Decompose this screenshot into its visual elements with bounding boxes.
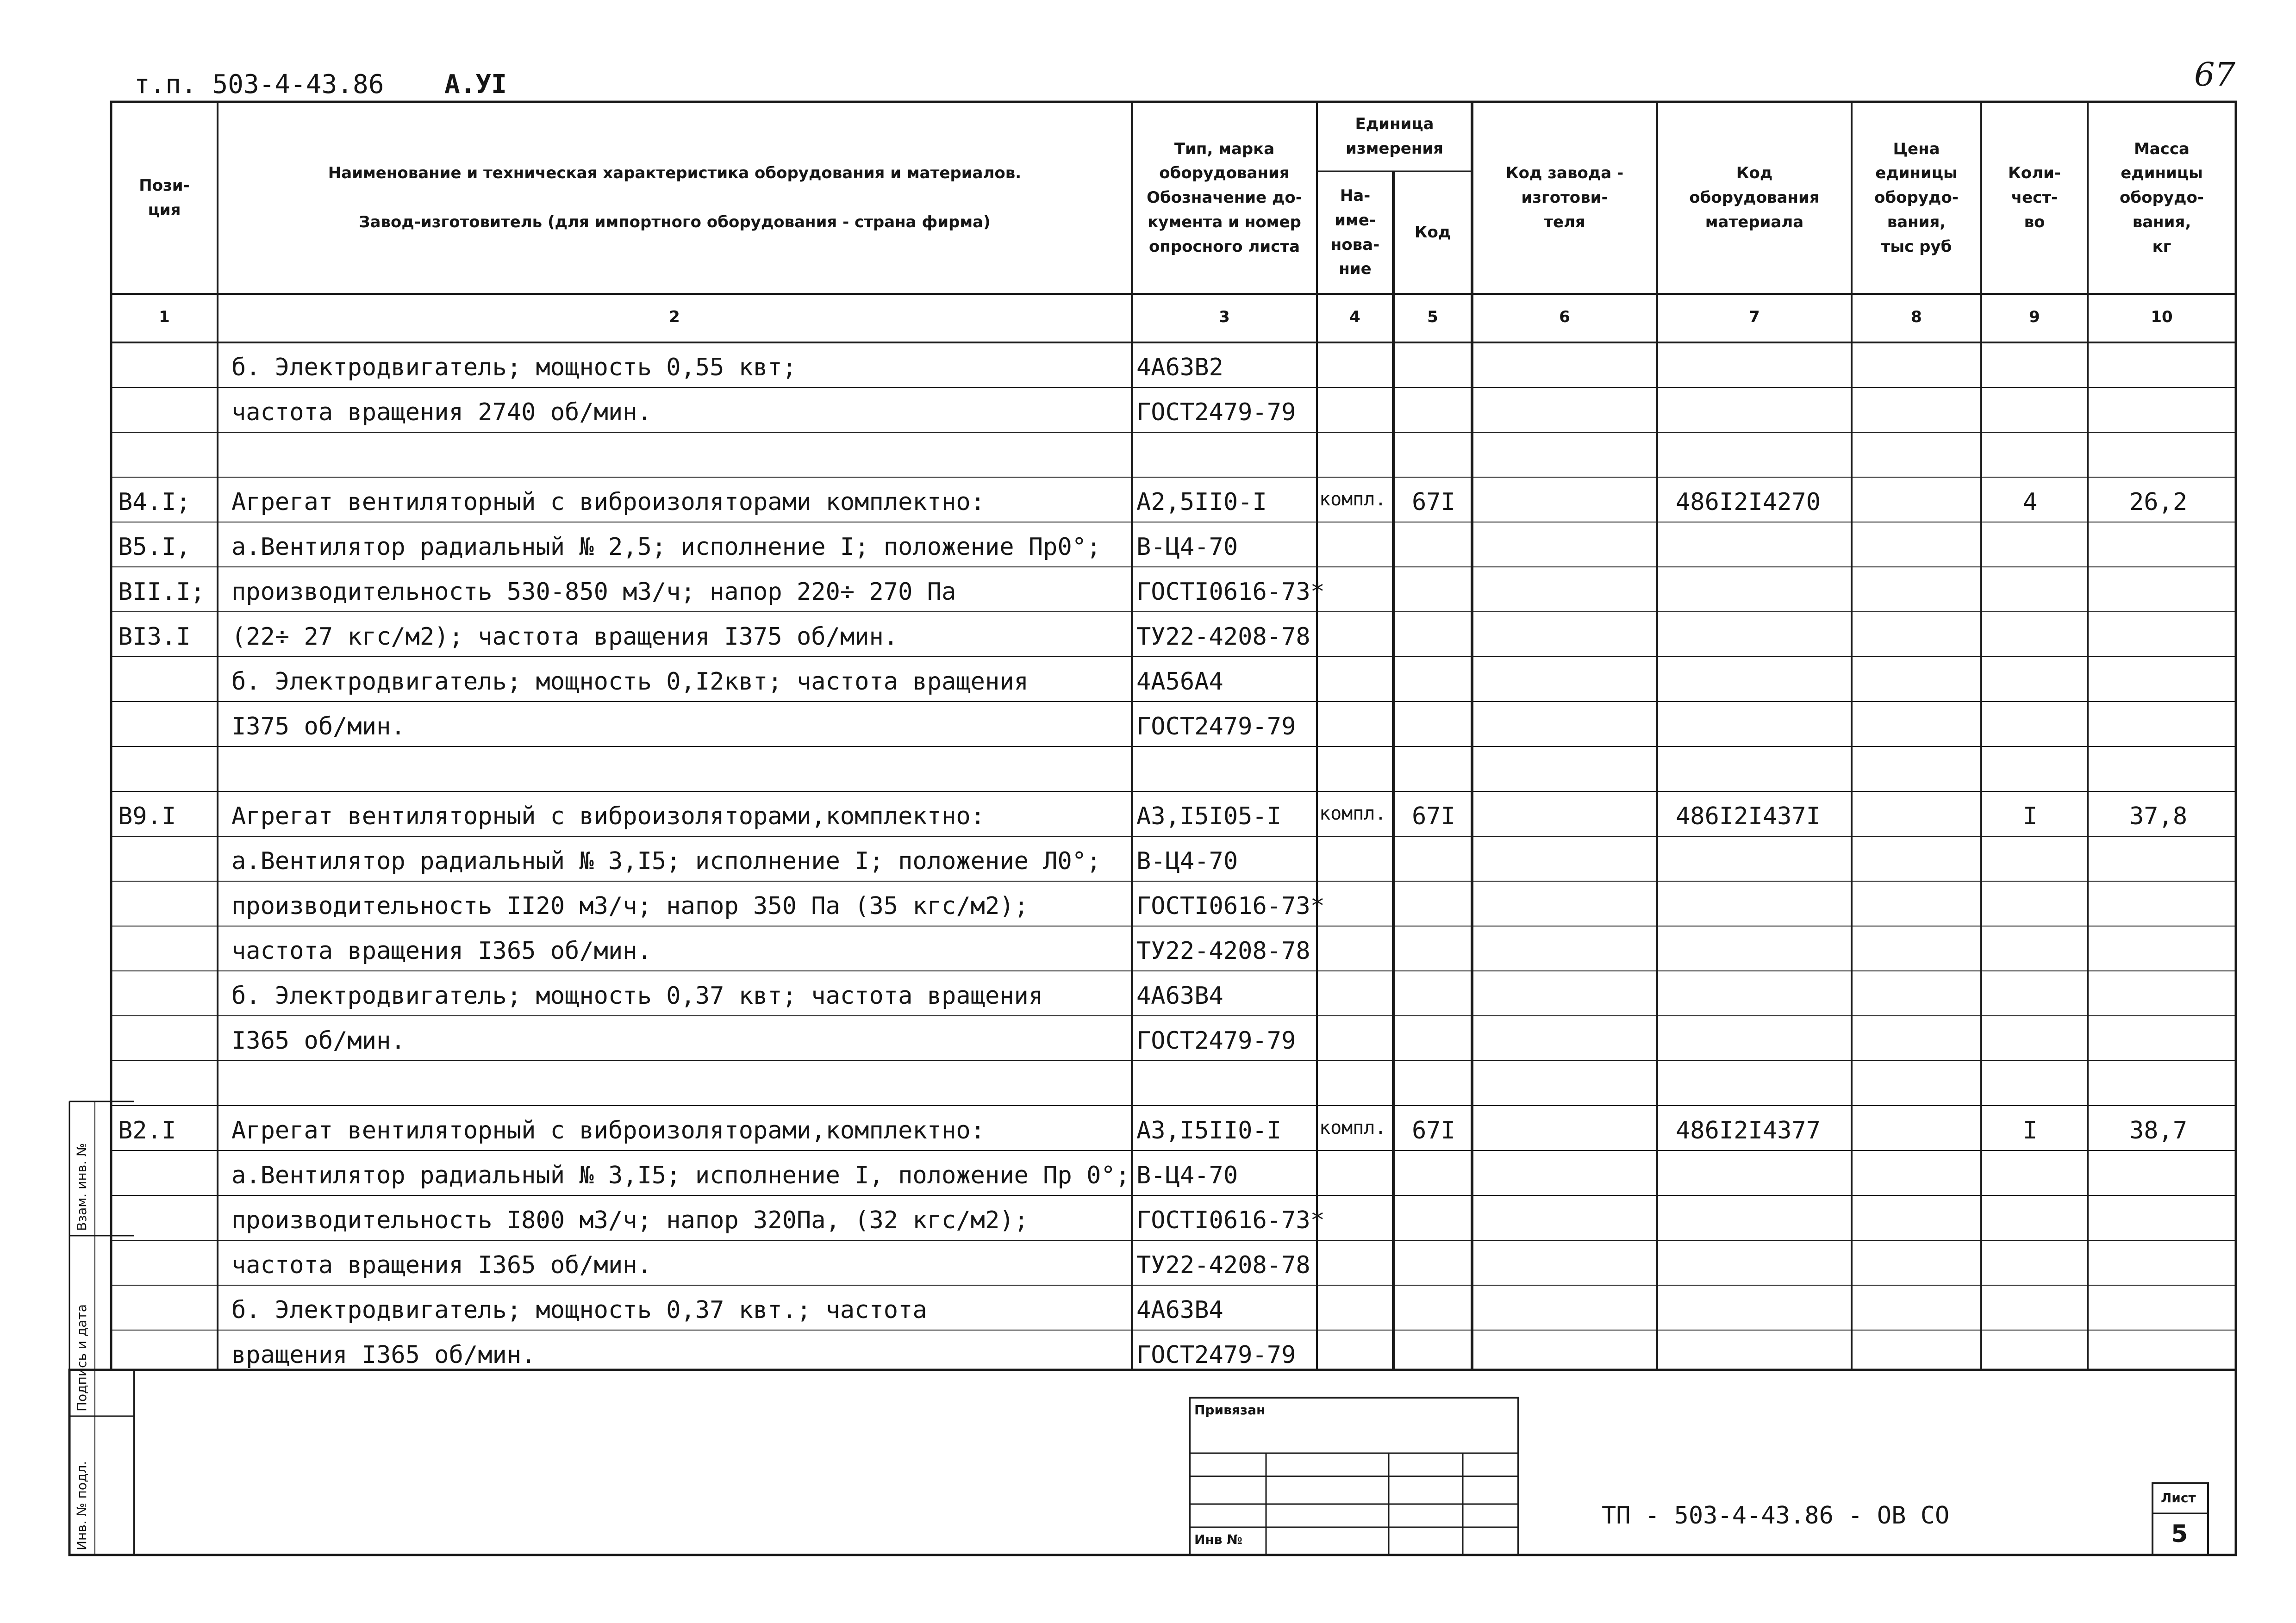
row-position: В5.I,	[118, 533, 191, 561]
row-name: производительность I800 м3/ч; напор 320Па, (32 кгс/м2);	[231, 1206, 1029, 1234]
col-header-type: Тип, марка оборудования Обозначение до- кумента и номер опросного листа	[1147, 139, 1302, 256]
row-name: Агрегат вентиляторный с виброизоляторами,комплектно:	[231, 802, 985, 830]
row-type-mark: А3,I5II0-I	[1136, 1117, 1282, 1144]
col-number: 4	[1349, 308, 1360, 326]
col-header-unit-name: На- име- нова- ние	[1330, 187, 1380, 279]
row-type-mark: 4А63В4	[1136, 982, 1223, 1010]
col-number: 1	[159, 308, 170, 326]
row-name: а.Вентилятор радиальный № 3,I5; исполнение I; положение Л0°;	[231, 847, 1101, 875]
row-type-mark: ГОСТI0616-73*	[1136, 578, 1325, 606]
row-position: ВII.I;	[118, 578, 205, 606]
col-header-position: Пози- ция	[139, 176, 190, 219]
row-quantity: 4	[2023, 488, 2038, 516]
row-position: В9.I	[118, 802, 176, 830]
row-type-mark: В-Ц4-70	[1136, 533, 1238, 561]
document-reference: т.п. 503-4-43.86	[134, 69, 384, 99]
row-type-mark: ТУ22-4208-78	[1136, 623, 1310, 651]
col-header-price: Цена единицы оборудо- вания, тыс руб	[1874, 139, 1959, 256]
row-type-mark: ГОСТI0616-73*	[1136, 892, 1325, 920]
section-label: А.УI	[444, 69, 507, 99]
col-number: 6	[1559, 308, 1570, 326]
row-name: производительность II20 м3/ч; напор 350 Па (35 кгс/м2);	[231, 892, 1029, 920]
row-name: а.Вентилятор радиальный № 3,I5; исполнение I, положение Пр 0°;	[231, 1162, 1130, 1189]
col-number: 5	[1427, 308, 1438, 326]
col-number: 8	[1911, 308, 1922, 326]
col-header-maker-code: Код завода - изготови- теля	[1505, 164, 1624, 231]
margin-replaced-inv: Взам. инв. №	[74, 1143, 89, 1231]
col-header-name: Наименование и техническая характеристика оборудования и материалов. Завод-изготовитель (для импортного оборудования - страна фирма)	[328, 164, 1022, 231]
row-type-mark: В-Ц4-70	[1136, 1162, 1238, 1189]
row-name: (22÷ 27 кгс/м2); частота вращения I375 об/мин.	[231, 623, 898, 651]
margin-original-inv: Инв. № подл.	[74, 1461, 89, 1550]
row-type-mark: ТУ22-4208-78	[1136, 1251, 1310, 1279]
row-type-mark: 4А56А4	[1136, 668, 1223, 696]
col-number: 2	[669, 308, 680, 326]
row-type-mark: ГОСТ2479-79	[1136, 1027, 1296, 1055]
row-name: I375 об/мин.	[231, 713, 406, 740]
row-name: производительность 530-850 м3/ч; напор 220÷ 270 Па	[231, 578, 956, 606]
col-number: 7	[1749, 308, 1760, 326]
row-mass: 38,7	[2129, 1117, 2188, 1144]
document-code: ТП - 503-4-43.86 - ОВ СО	[1602, 1502, 1950, 1530]
col-number: 3	[1219, 308, 1230, 326]
inventory-label: Инв №	[1194, 1532, 1242, 1547]
row-unit-name: компл.	[1319, 489, 1386, 510]
row-type-mark: ГОСТ2479-79	[1136, 713, 1296, 740]
row-equipment-code: 486I2I4377	[1676, 1117, 1821, 1144]
col-header-equipment-code: Код оборудования материала	[1689, 164, 1820, 231]
row-unit-name: компл.	[1319, 803, 1386, 824]
col-number: 9	[2029, 308, 2040, 326]
row-position: ВI3.I	[118, 623, 191, 651]
row-name: частота вращения 2740 об/мин.	[231, 398, 652, 426]
row-name: I365 об/мин.	[231, 1027, 406, 1055]
row-type-mark: В-Ц4-70	[1136, 847, 1238, 875]
row-unit-code: 67I	[1412, 1117, 1455, 1144]
row-unit-code: 67I	[1412, 488, 1455, 516]
row-type-mark: ГОСТ2479-79	[1136, 1341, 1296, 1369]
row-name: Агрегат вентиляторный с виброизоляторами комплектно:	[231, 488, 985, 516]
row-type-mark: А2,5II0-I	[1136, 488, 1267, 516]
bound-label: Привязан	[1194, 1402, 1266, 1418]
row-position: В2.I	[118, 1117, 176, 1144]
row-type-mark: ГОСТ2479-79	[1136, 398, 1296, 426]
row-type-mark: ТУ22-4208-78	[1136, 937, 1310, 965]
col-header-quantity: Коли- чест- во	[2008, 164, 2061, 231]
handwritten-sheet-mark: 67	[2194, 56, 2236, 93]
margin-signature-date: Подпись и дата	[74, 1304, 89, 1412]
sheet-label: Лист	[2161, 1490, 2196, 1505]
row-equipment-code: 486I2I437I	[1676, 802, 1821, 830]
row-type-mark: ГОСТI0616-73*	[1136, 1206, 1325, 1234]
row-unit-code: 67I	[1412, 802, 1455, 830]
sheet-number: 5	[2171, 1520, 2188, 1548]
row-quantity: I	[2023, 1117, 2038, 1144]
col-header-unit-code: Код	[1414, 223, 1451, 242]
row-position: В4.I;	[118, 488, 191, 516]
row-quantity: I	[2023, 802, 2038, 830]
row-type-mark: 4А63В4	[1136, 1296, 1223, 1324]
row-name: вращения I365 об/мин.	[231, 1341, 536, 1369]
row-equipment-code: 486I2I4270	[1676, 488, 1821, 516]
row-name: Агрегат вентиляторный с виброизоляторами,комплектно:	[231, 1117, 985, 1144]
row-name: частота вращения I365 об/мин.	[231, 1251, 652, 1279]
row-unit-name: компл.	[1319, 1117, 1386, 1138]
row-name: б. Электродвигатель; мощность 0,37 квт.; частота	[231, 1296, 927, 1324]
row-mass: 26,2	[2129, 488, 2188, 516]
col-header-mass: Масса единицы оборудо- вания, кг	[2120, 139, 2204, 256]
row-name: б. Электродвигатель; мощность 0,55 квт;	[231, 354, 797, 381]
row-type-mark: А3,I5I05-I	[1136, 802, 1282, 830]
col-number: 10	[2151, 308, 2173, 326]
row-name: б. Электродвигатель; мощность 0,I2квт; частота вращения	[231, 668, 1029, 696]
row-name: б. Электродвигатель; мощность 0,37 квт; частота вращения	[231, 982, 1043, 1010]
row-name: а.Вентилятор радиальный № 2,5; исполнение I; положение Пр0°;	[231, 533, 1101, 561]
row-name: частота вращения I365 об/мин.	[231, 937, 652, 965]
row-mass: 37,8	[2129, 802, 2188, 830]
col-header-unit-group: Единица измерения	[1346, 115, 1443, 158]
row-type-mark: 4А63В2	[1136, 354, 1223, 381]
